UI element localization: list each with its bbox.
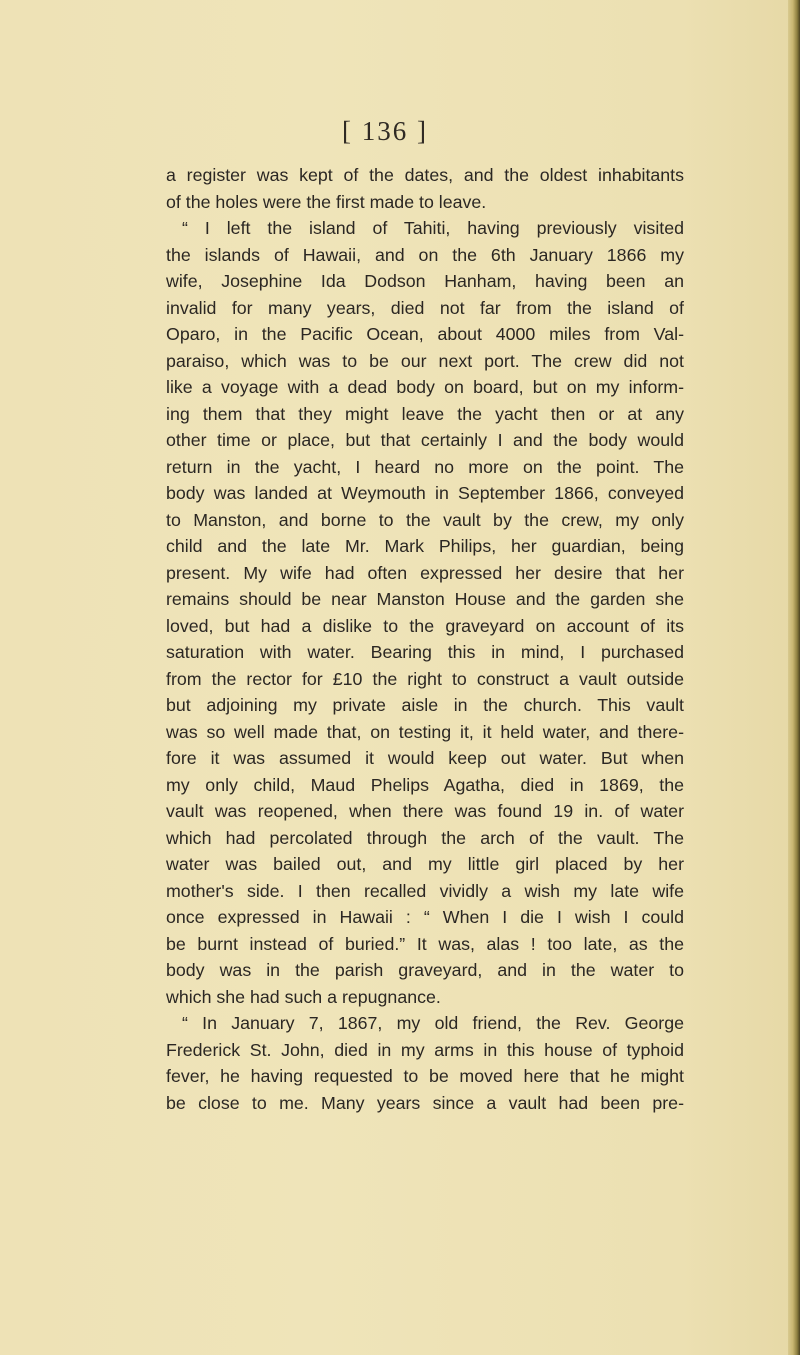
page-edge (788, 0, 800, 1355)
text-line: mother's side. I then recalled vividly a wish my late wife (166, 880, 684, 901)
text-line: paraiso, which was to be our next port. The crew did not (166, 350, 684, 371)
text-line: be close to me. Many years since a vault had been pre- (166, 1092, 684, 1113)
text-line: the islands of Hawaii, and on the 6th January 1866 my (166, 244, 684, 265)
text-line: Oparo, in the Pacific Ocean, about 4000 miles from Val- (166, 324, 684, 344)
text-line: Frederick St. John, died in my arms in this house of typhoid (166, 1039, 684, 1060)
text-line: invalid for many years, died not far from the island of (166, 297, 684, 318)
text-line: body was landed at Weymouth in September 1866, conveyed (166, 483, 684, 503)
text-line: child and the late Mr. Mark Philips, her guardian, being (166, 536, 684, 556)
text-line: vault was reopened, when there was found 19 in. of water (166, 801, 684, 821)
text-line: saturation with water. Bearing this in mind, I purchased (166, 642, 684, 662)
text-line: which had percolated through the arch of the vault. The (166, 827, 684, 848)
text-line: remains should be near Manston House and the garden she (166, 589, 684, 609)
text-line: body was in the parish graveyard, and in the water to (166, 960, 684, 980)
text-line: “ I left the island of Tahiti, having previously visited (182, 218, 684, 238)
text-line: which she had such a repugnance. (166, 986, 441, 1007)
text-line: loved, but had a dislike to the graveyard on account of its (166, 615, 684, 636)
text-line: other time or place, but that certainly I and the body would (166, 430, 684, 450)
text-line: my only child, Maud Phelips Agatha, died in 1869, the (166, 774, 684, 795)
text-line: like a voyage with a dead body on board, but on my inform- (166, 377, 684, 397)
text-line: present. My wife had often expressed her desire that her (166, 562, 684, 583)
text-line: ing them that they might leave the yacht then or at any (166, 403, 684, 424)
text-line: of the holes were the first made to leave. (166, 191, 487, 212)
text-line: wife, Josephine Ida Dodson Hanham, having been an (166, 271, 684, 291)
text-line: from the rector for £10 the right to construct a vault outside (166, 668, 684, 689)
text-line: to Manston, and borne to the vault by the crew, my only (166, 509, 684, 530)
body-text (166, 162, 684, 1116)
page-number: [ 136 ] (342, 116, 428, 146)
text-line: “ In January 7, 1867, my old friend, the Rev. George (182, 1013, 684, 1033)
text-line: fore it was assumed it would keep out water. But when (166, 748, 684, 768)
text-line: was so well made that, on testing it, it held water, and there- (166, 721, 684, 742)
text-line: but adjoining my private aisle in the church. This vault (166, 695, 684, 715)
text-line: water was bailed out, and my little girl placed by her (166, 854, 684, 874)
text-line: be burnt instead of buried.” It was, alas ! too late, as the (166, 933, 684, 954)
text-line: return in the yacht, I heard no more on the point. The (166, 456, 684, 477)
text-line: fever, he having requested to be moved here that he might (166, 1066, 684, 1086)
text-line: once expressed in Hawaii : “ When I die I wish I could (166, 907, 684, 927)
text-line: a register was kept of the dates, and the oldest inhabitants (166, 165, 684, 185)
